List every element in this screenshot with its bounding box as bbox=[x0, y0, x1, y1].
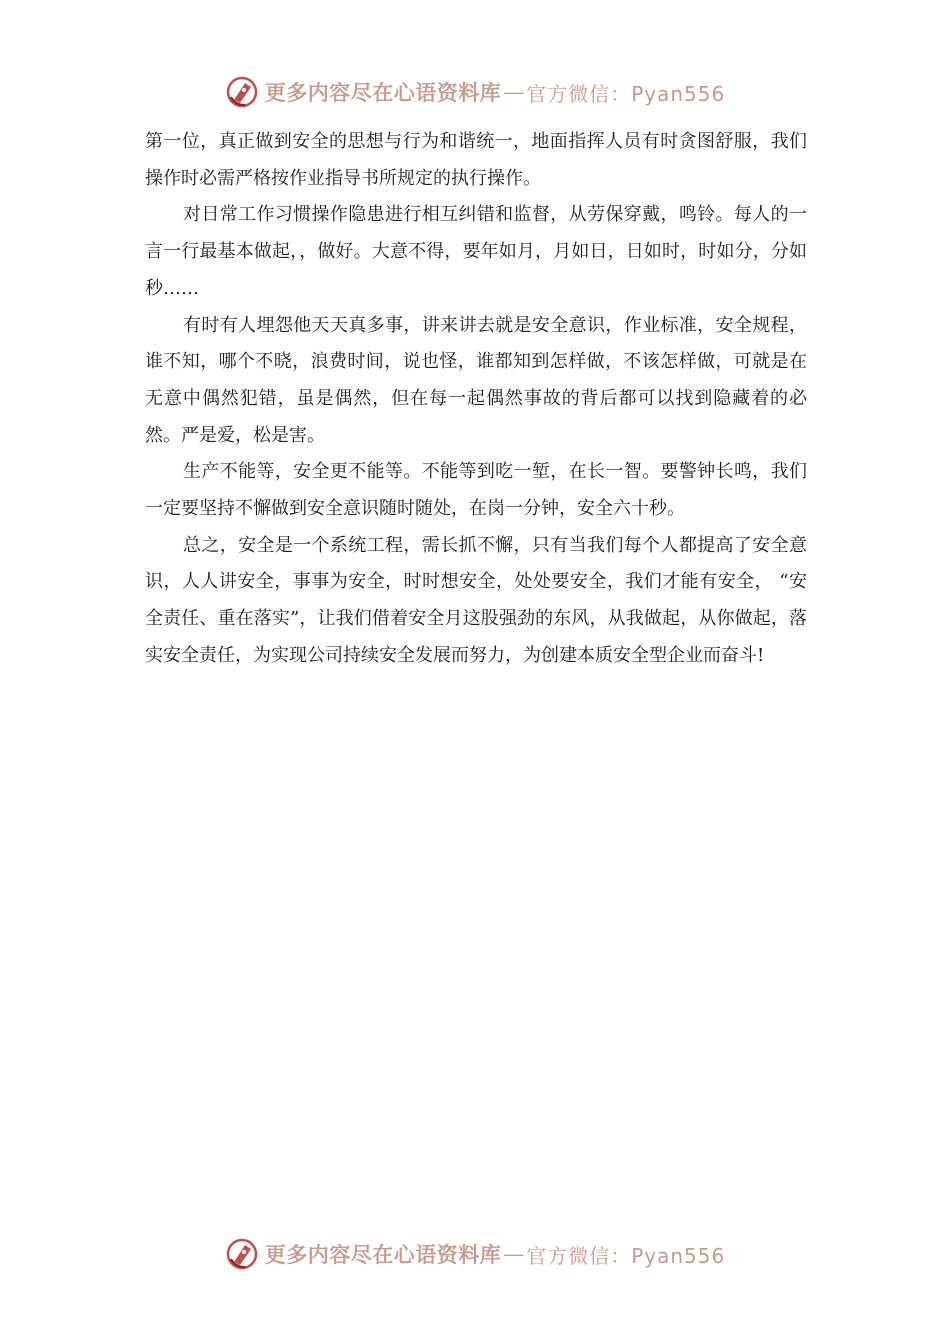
paragraph-1: 第一位，真正做到安全的思想与行为和谐统一，地面指挥人员有时贪图舒服，我们操作时必需严格按作业指导书所规定的执行操作。 bbox=[145, 131, 807, 189]
paragraph-4: 生产不能等，安全更不能等。不能等到吃一堑，在长一智。要警钟长鸣，我们一定要坚持不懈做到安全意识随时随处，在岗一分钟，安全六十秒。 bbox=[145, 461, 807, 520]
document-body bbox=[145, 124, 807, 675]
watermark-main-text: 更多内容尽在心语资料库 bbox=[264, 1242, 502, 1267]
watermark-wechat-text: 官方微信：Pyan556 bbox=[526, 81, 726, 106]
watermark-main-text: 更多内容尽在心语资料库 bbox=[264, 80, 502, 105]
pen-nib-logo-icon bbox=[225, 1237, 259, 1271]
footer-watermark bbox=[0, 1234, 950, 1274]
paragraph-2: 对日常工作习惯操作隐患进行相互纠错和监督，从劳保穿戴，鸣铃。每人的一言一行最基本做起，，做好。大意不得，要年如月，月如日，日如时，时如分，分如秒…… bbox=[145, 204, 807, 299]
watermark-wechat-text: 官方微信：Pyan556 bbox=[526, 1243, 726, 1268]
paragraph-3: 有时有人埋怨他天天真多事，讲来讲去就是安全意识，作业标准，安全规程，谁不知，哪个不晓，浪费时间，说也怪，谁都知到怎样做，不该怎样做，可就是在无意中偶然犯错，虽是偶然，但在每一起偶然事故的背后都可以找到隐藏着的必然。严是爱，松是害。 bbox=[145, 314, 807, 446]
pen-nib-logo-icon bbox=[225, 75, 259, 109]
header-watermark bbox=[0, 72, 950, 112]
watermark-dash: — bbox=[503, 80, 525, 104]
watermark-dash: — bbox=[503, 1242, 525, 1266]
paragraph-5: 总之，安全是一个系统工程，需长抓不懈，只有当我们每个人都提高了安全意识，人人讲安全，事事为安全，时时想安全，处处要安全，我们才能有安全， “安全责任、重在落实”，让我们借着安全月这股强劲的东风，从我做起，从你做起，落实安全责任，为实现公司持续安全发展而努力，为创建本质安全型企业而奋斗! bbox=[145, 534, 807, 666]
